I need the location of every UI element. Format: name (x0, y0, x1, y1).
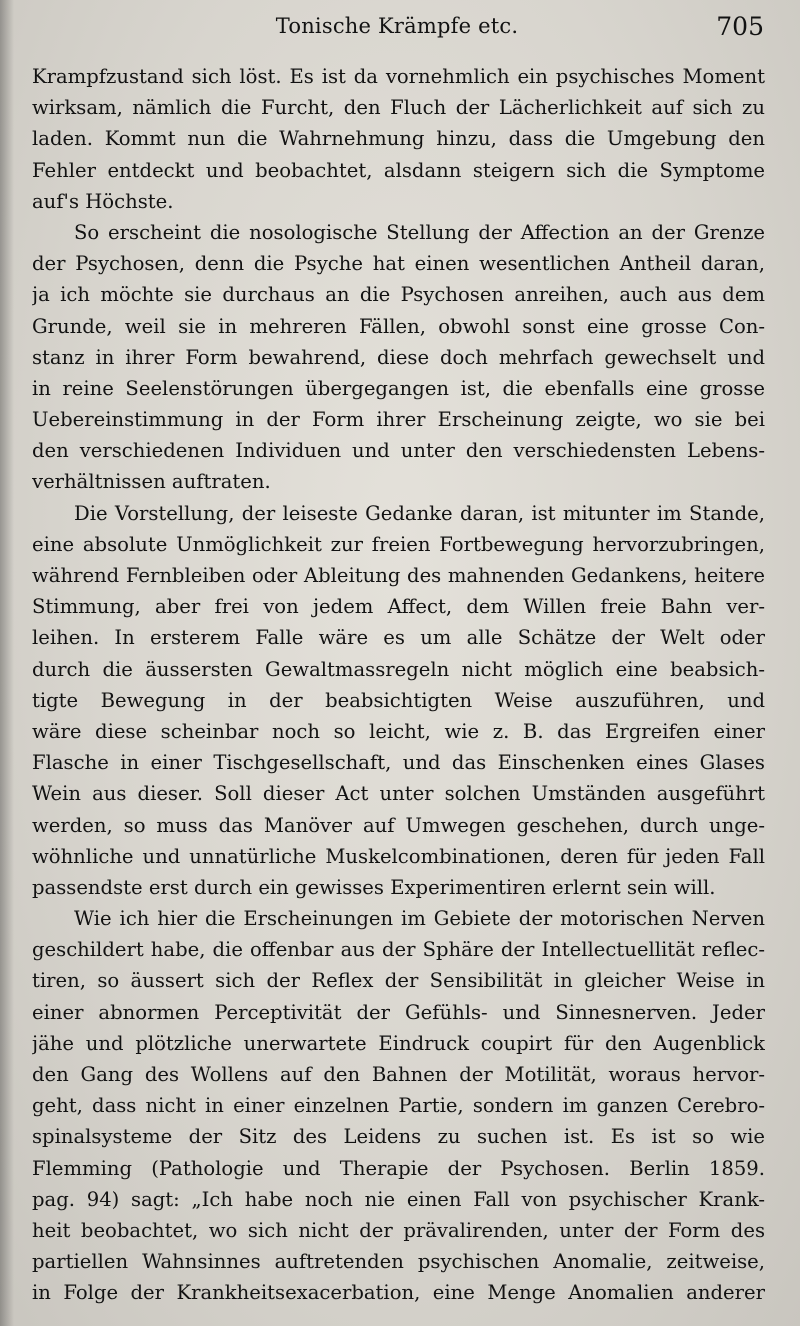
text-line: den Gang des Wollens auf den Bahnen der Motilität, woraus hervor- (32, 1063, 765, 1086)
text-line: in Folge der Krankheitsexacerbation, eine Menge Anomalien anderer (32, 1281, 765, 1305)
text-line: Wie ich hier die Erscheinungen im Gebiete der motorischen Nerven (74, 907, 765, 931)
text-line: auf's Höchste. (32, 189, 174, 213)
text-line: geht, dass nicht in einer einzelnen Partie, sondern im ganzen Cerebro- (32, 1094, 765, 1118)
text-line: Fehler entdeckt und beobachtet, alsdann steigern sich die Symptome (32, 158, 765, 182)
text-line: Die Vorstellung, der leiseste Gedanke daran, ist mitunter im Stande, (74, 501, 765, 525)
text-line: Flasche in einer Tischgesellschaft, und das Einschenken eines Glases (32, 751, 765, 775)
text-line: während Fernbleiben oder Ableitung des mahnenden Gedankens, heitere (32, 564, 765, 587)
text-line: pag. 94) sagt: „Ich habe noch nie einen Fall von psychischer Krank- (32, 1187, 765, 1211)
text-line: spinalsysteme der Sitz des Leidens zu suchen ist. Es ist so wie (32, 1125, 765, 1149)
text-line: Flemming (Pathologie und Therapie der Psychosen. Berlin 1859. (32, 1156, 765, 1180)
text-line: leihen. In ersterem Falle wäre es um alle Schätze der Welt oder (32, 626, 765, 650)
text-line: Krampfzustand sich löst. Es ist da vornehmlich ein psychisches Moment (32, 65, 765, 88)
text-line: Wein aus dieser. Soll dieser Act unter solchen Umständen ausgeführt (32, 782, 765, 806)
text-line: stanz in ihrer Form bewahrend, diese doch mehrfach gewechselt und (32, 345, 765, 369)
text-line: den verschiedenen Individuen und unter den verschiedensten Lebens- (32, 439, 765, 463)
text-line: Uebereinstimmung in der Form ihrer Erscheinung zeigte, wo sie bei (32, 408, 765, 432)
text-line: Stimmung, aber frei von jedem Affect, dem Willen freie Bahn ver- (32, 595, 765, 619)
text-line: in reine Seelenstörungen übergegangen ist, die ebenfalls eine grosse (32, 376, 765, 400)
text-line: ja ich möchte sie durchaus an die Psychosen anreihen, auch aus dem (32, 283, 765, 307)
text-line: geschildert habe, die offenbar aus der Sphäre der Intellectuellität reflec- (32, 938, 765, 962)
text-line: wäre diese scheinbar noch so leicht, wie z. B. das Ergreifen einer (32, 719, 765, 743)
body-text (32, 61, 765, 1309)
text-line: durch die äussersten Gewaltmassregeln nicht möglich eine beabsich- (32, 657, 765, 681)
text-line: tigte Bewegung in der beabsichtigten Weise auszuführen, und (32, 688, 765, 712)
page-edge-shadow (0, 0, 14, 1326)
text-line: wirksam, nämlich die Furcht, den Fluch der Lächerlichkeit auf sich zu (32, 96, 765, 120)
text-line: wöhnliche und unnatürliche Muskelcombinationen, deren für jeden Fall (32, 844, 765, 868)
text-line: Grunde, weil sie in mehreren Fällen, obwohl sonst eine grosse Con- (32, 314, 765, 338)
text-line: verhältnissen auftraten. (32, 470, 271, 494)
text-line: heit beobachtet, wo sich nicht der prävalirenden, unter der Form des (32, 1218, 765, 1242)
page-header (30, 14, 764, 44)
page-number: 705 (716, 12, 764, 41)
text-line: einer abnormen Perceptivität der Gefühls- und Sinnesnerven. Jeder (32, 1000, 765, 1024)
text-line: jähe und plötzliche unerwartete Eindruck coupirt für den Augenblick (32, 1031, 765, 1055)
text-line: tiren, so äussert sich der Reflex der Sensibilität in gleicher Weise in (32, 969, 765, 993)
running-title: Tonische Krämpfe etc. (275, 14, 519, 38)
text-line: laden. Kommt nun die Wahrnehmung hinzu, dass die Umgebung den (32, 127, 765, 151)
text-line: werden, so muss das Manöver auf Umwegen geschehen, durch unge- (32, 813, 765, 837)
text-line: partiellen Wahnsinnes auftretenden psychischen Anomalie, zeitweise, (32, 1250, 765, 1274)
text-line: So erscheint die nosologische Stellung der Affection an der Grenze (74, 220, 765, 244)
text-line: eine absolute Unmöglichkeit zur freien Fortbewegung hervorzubringen, (32, 532, 765, 556)
text-line: passendste erst durch ein gewisses Experimentiren erlernt sein will. (32, 875, 716, 899)
text-line: der Psychosen, denn die Psyche hat einen wesentlichen Antheil daran, (32, 252, 765, 276)
